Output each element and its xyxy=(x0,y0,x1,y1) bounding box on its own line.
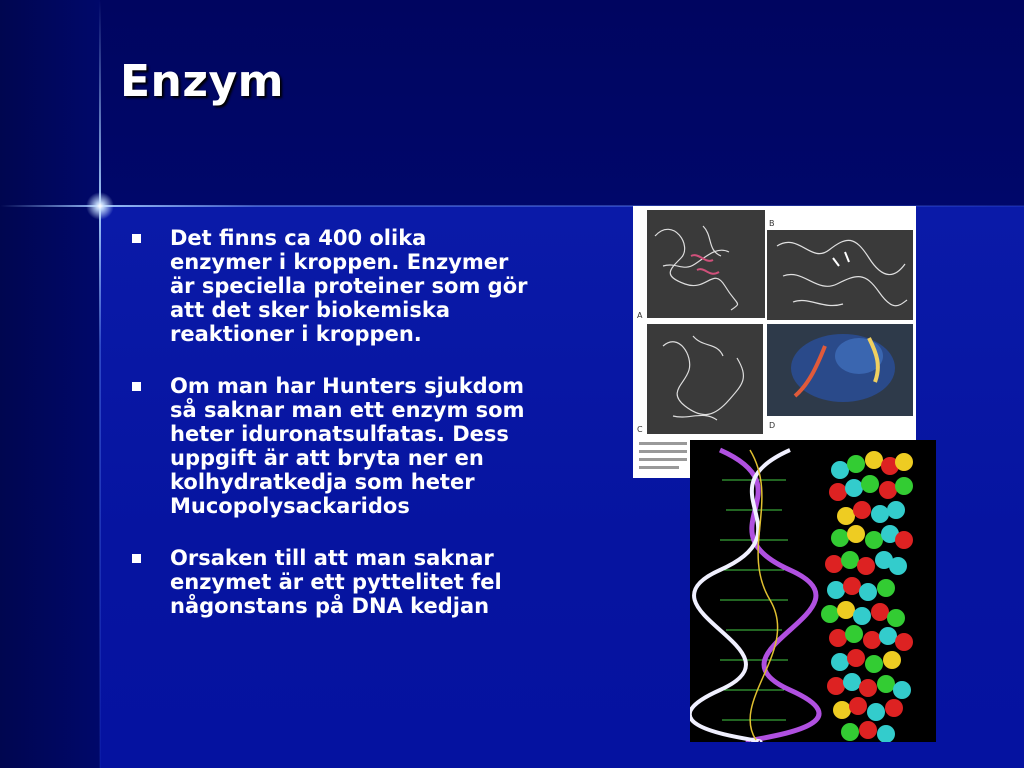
bullet-item xyxy=(130,226,530,346)
bullet-list xyxy=(130,226,530,646)
bullet-text: Om man har Hunters sjukdom så saknar man ett enzym som heter iduronatsulfatas. Dess uppgift är att bryta ner en kolhydratkedja som heter Mucopolysackaridos xyxy=(170,374,525,518)
slide-title: Enzym xyxy=(120,56,285,107)
left-background-band xyxy=(0,0,100,768)
panel-letter-c: C xyxy=(637,425,643,434)
enzyme-structure-image xyxy=(633,206,916,478)
panel-letter-a: A xyxy=(637,311,643,320)
square-bullet-icon xyxy=(132,234,141,243)
bullet-text: Orsaken till att man saknar enzymet är ett pyttelitet fel någonstans på DNA kedjan xyxy=(170,546,502,618)
panel-letter-d: D xyxy=(769,421,776,430)
bullet-text: Det finns ca 400 olika enzymer i kroppen. Enzymer är speciella proteiner som gör att det sker biokemiska reaktioner i kroppen. xyxy=(170,226,528,346)
square-bullet-icon xyxy=(132,554,141,563)
sparkle-decoration xyxy=(86,192,114,220)
dna-helix-image xyxy=(690,440,936,742)
bullet-item xyxy=(130,374,530,518)
enzyme-structure-illustration xyxy=(633,206,916,478)
vertical-light-line xyxy=(99,0,101,768)
square-bullet-icon xyxy=(132,382,141,391)
dna-helix-illustration xyxy=(690,440,936,742)
panel-letter-b: B xyxy=(769,219,775,228)
bullet-item xyxy=(130,546,530,618)
